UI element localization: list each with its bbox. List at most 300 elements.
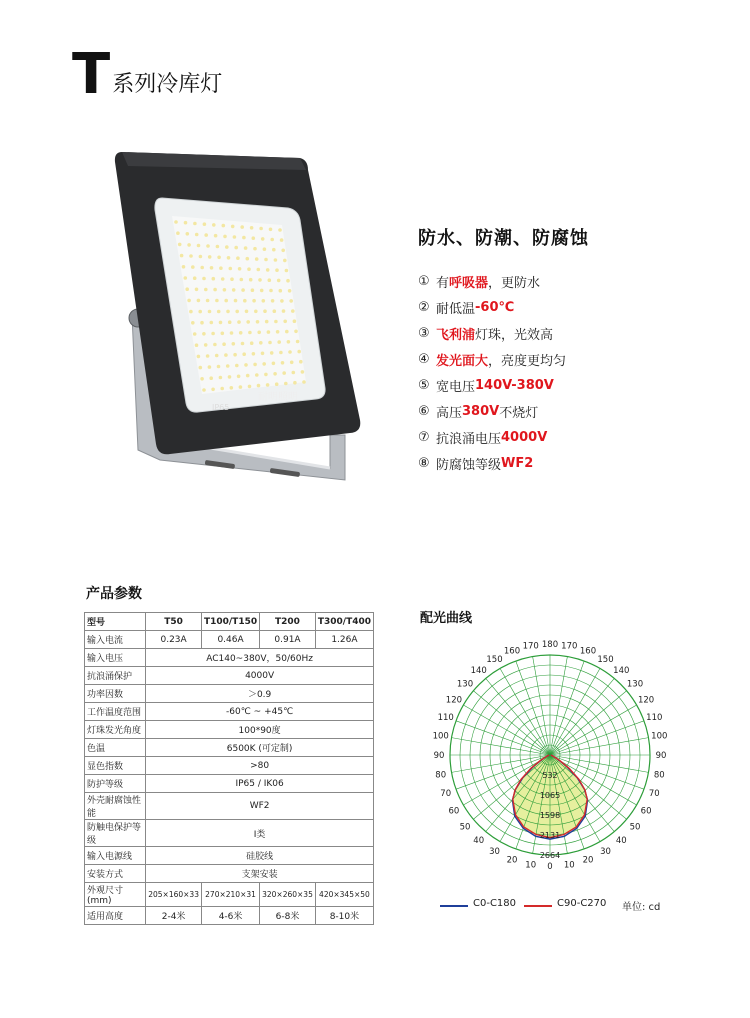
spec-label: 输入电源线 — [85, 847, 146, 865]
feature-post: ，更防水 — [488, 275, 541, 291]
spec-value: 0.23A — [146, 631, 202, 649]
led-dot — [252, 236, 256, 240]
led-dot — [280, 238, 284, 242]
spec-label: 显色指数 — [85, 757, 146, 775]
led-dot — [195, 343, 199, 347]
led-dot — [255, 257, 259, 261]
led-dot — [237, 375, 241, 379]
spec-heading: 产品参数 — [86, 586, 142, 602]
led-dot — [261, 352, 265, 356]
led-dot — [240, 225, 244, 229]
spec-header-cell: T200 — [260, 613, 316, 631]
led-dot — [263, 309, 267, 313]
led-dot — [200, 321, 204, 325]
spec-value: >80 — [146, 757, 374, 775]
spec-value: ＞0.9 — [146, 685, 374, 703]
spec-value: 100*90度 — [146, 721, 374, 739]
spec-value: 1.26A — [315, 631, 373, 649]
led-dot — [282, 371, 286, 375]
spec-label: 防触电保护等级 — [85, 820, 146, 847]
angle-label: 0 — [547, 862, 553, 872]
led-dot — [213, 288, 217, 292]
led-dot — [276, 330, 280, 334]
title-series-letter: T — [72, 42, 111, 107]
led-dot — [258, 278, 262, 282]
led-dot — [233, 353, 237, 357]
feature-pre: 防腐蚀等级 — [436, 457, 502, 473]
led-dot — [220, 387, 224, 391]
led-dot — [250, 341, 254, 345]
spec-label: 灯珠发光角度 — [85, 721, 146, 739]
led-dot — [267, 330, 271, 334]
spec-label: 外壳耐腐蚀性能 — [85, 793, 146, 820]
radial-tick-label: 532 — [542, 771, 558, 780]
led-dot — [264, 258, 268, 262]
spec-label: 安装方式 — [85, 865, 146, 883]
feature-item — [418, 372, 738, 398]
led-dot — [191, 265, 195, 269]
page-title — [72, 40, 223, 107]
led-dot — [193, 276, 197, 280]
led-dot — [189, 310, 193, 314]
spec-row — [85, 685, 374, 703]
led-dot — [184, 276, 188, 280]
led-dot — [237, 320, 241, 324]
led-dot — [234, 246, 238, 250]
led-dot — [212, 277, 216, 281]
spec-value: 6500K (可定制) — [146, 739, 374, 757]
spec-value: WF2 — [146, 793, 374, 820]
led-dot — [283, 320, 287, 324]
feature-item — [418, 268, 738, 294]
led-dot — [288, 289, 292, 293]
legend-c0-line — [440, 905, 468, 907]
led-dot — [231, 225, 235, 229]
angle-label: 80 — [435, 770, 447, 781]
led-dot — [246, 374, 250, 378]
led-dot — [270, 351, 274, 355]
led-dot — [186, 232, 190, 236]
angle-label: 180 — [541, 640, 559, 650]
angle-label: 40 — [473, 836, 485, 846]
led-dot — [204, 343, 208, 347]
spec-label: 功率因数 — [85, 685, 146, 703]
led-dot — [193, 222, 197, 226]
angle-label: 10 — [525, 860, 537, 871]
spec-row — [85, 667, 374, 685]
led-dot — [294, 330, 298, 334]
led-dot — [252, 299, 256, 303]
led-dot — [187, 243, 191, 247]
led-dot — [261, 237, 265, 241]
spec-value: 2-4米 — [146, 907, 202, 925]
led-dot — [213, 343, 217, 347]
led-dot — [278, 228, 282, 232]
led-dot — [296, 340, 300, 344]
led-dot — [255, 373, 259, 377]
led-dot — [282, 309, 286, 313]
led-dot — [195, 288, 199, 292]
led-dot — [198, 310, 202, 314]
led-dot — [251, 288, 255, 292]
spec-header-cell: T50 — [146, 613, 202, 631]
ip-mark: IP65 — [212, 403, 230, 412]
led-dot — [262, 299, 266, 303]
led-dot — [219, 376, 223, 380]
angle-label: 20 — [506, 855, 518, 866]
feature-red: 呼吸器 — [449, 275, 489, 291]
spec-label: 输入电压 — [85, 649, 146, 667]
led-dot — [264, 373, 268, 377]
spec-row — [85, 703, 374, 721]
led-dot — [256, 320, 260, 324]
feature-red: 飞利浦 — [436, 327, 476, 343]
spec-value: 320×260×35 — [260, 883, 316, 907]
brand-mark: 耐明照明 — [258, 392, 298, 403]
spec-row-current — [85, 631, 374, 649]
spec-value: I类 — [146, 820, 374, 847]
spec-row — [85, 865, 374, 883]
angle-label: 40 — [615, 836, 627, 846]
angle-label: 50 — [459, 822, 471, 833]
led-dot — [280, 299, 284, 303]
feature-red: 4000V — [501, 429, 548, 445]
curve-legend — [440, 897, 710, 913]
spec-value: 420×345×50 — [315, 883, 373, 907]
led-dot — [233, 235, 237, 239]
led-dot — [242, 352, 246, 356]
led-dot — [216, 245, 220, 249]
led-dot — [302, 380, 306, 384]
spec-header-cell: T300/T400 — [315, 613, 373, 631]
led-dot — [222, 224, 226, 228]
led-dot — [197, 355, 201, 359]
angle-label: 140 — [470, 666, 487, 676]
legend-c90-label: C90-C270 — [557, 898, 607, 909]
angle-label: 130 — [626, 679, 644, 690]
led-dot — [202, 388, 206, 392]
led-dot — [274, 320, 278, 324]
feature-item — [418, 424, 738, 450]
radial-tick-label: 2664 — [539, 851, 561, 860]
led-dot — [215, 354, 219, 358]
led-dot — [235, 364, 239, 368]
led-dot — [275, 382, 279, 386]
feature-heading: 防水、防潮、防腐蚀 — [418, 228, 589, 249]
feature-post: 灯珠，光效高 — [475, 327, 554, 343]
led-dot — [297, 350, 301, 354]
led-dot — [202, 332, 206, 336]
spec-row — [85, 721, 374, 739]
angle-label: 90 — [433, 751, 445, 761]
led-dot — [178, 243, 182, 247]
legend-c90-line — [524, 905, 552, 907]
led-dot — [224, 353, 228, 357]
led-dot — [289, 299, 293, 303]
spec-header-model: 型号 — [85, 613, 146, 631]
feature-red: 发光面大 — [436, 353, 489, 369]
led-dot — [275, 268, 279, 272]
led-dot — [266, 383, 270, 387]
led-dot — [277, 279, 281, 283]
led-dot — [257, 268, 261, 272]
spec-header-row — [85, 613, 374, 631]
angle-label: 80 — [653, 770, 665, 781]
led-dot — [281, 249, 285, 253]
feature-pre: 宽电压 — [436, 379, 476, 395]
angle-label: 30 — [489, 847, 500, 858]
led-dot — [243, 299, 247, 303]
led-dot — [217, 256, 221, 260]
angle-label: 120 — [637, 695, 655, 706]
led-dot — [239, 331, 243, 335]
led-dot — [242, 236, 246, 240]
spec-value: 4000V — [146, 667, 374, 685]
led-dot — [208, 310, 212, 314]
led-dot — [269, 289, 273, 293]
led-dot — [204, 233, 208, 237]
led-dot — [222, 342, 226, 346]
spec-label: 防护等级 — [85, 775, 146, 793]
spec-value: 8-10米 — [315, 907, 373, 925]
led-dot — [268, 278, 272, 282]
led-dot — [277, 340, 281, 344]
led-dot — [273, 372, 277, 376]
led-dot — [284, 382, 288, 386]
spec-value: 4-6米 — [201, 907, 259, 925]
spec-value: 0.46A — [201, 631, 259, 649]
led-dot — [223, 288, 227, 292]
angle-label: 150 — [597, 654, 614, 665]
feature-pre: 高压 — [436, 405, 463, 421]
feature-item — [418, 450, 738, 476]
led-dot — [227, 256, 231, 260]
led-dot — [221, 332, 225, 336]
led-dot — [212, 223, 216, 227]
led-dot — [208, 255, 212, 259]
spec-value: 205×160×33 — [146, 883, 202, 907]
spec-label: 色温 — [85, 739, 146, 757]
spec-value: 6-8米 — [260, 907, 316, 925]
led-dot — [211, 388, 215, 392]
led-dot — [286, 279, 290, 283]
led-dot — [193, 332, 197, 336]
led-dot — [292, 371, 296, 375]
spec-value: AC140~380V，50/60Hz — [146, 649, 374, 667]
angle-label: 20 — [582, 855, 594, 866]
feature-list — [418, 224, 738, 476]
polar-chart — [420, 630, 680, 890]
led-dot — [253, 363, 257, 367]
feature-item — [418, 346, 738, 372]
feature-num: ⑤ — [418, 377, 430, 393]
led-dot — [200, 266, 204, 270]
spec-row — [85, 847, 374, 865]
angle-label: 70 — [440, 789, 452, 799]
led-dot — [244, 246, 248, 250]
angle-label: 120 — [445, 695, 463, 706]
led-dot — [203, 222, 207, 226]
spec-label: 外观尺寸(mm) — [85, 883, 146, 907]
led-dot — [291, 309, 295, 313]
led-dot — [214, 234, 218, 238]
led-dot — [246, 320, 250, 324]
led-dot — [248, 331, 252, 335]
led-dot — [204, 288, 208, 292]
led-dot — [236, 256, 240, 260]
angle-label: 60 — [640, 806, 652, 817]
led-dot — [299, 360, 303, 364]
spec-value: -60℃ ~ +45℃ — [146, 703, 374, 721]
led-dot — [270, 238, 274, 242]
led-dot — [230, 277, 234, 281]
led-dot — [185, 287, 189, 291]
feature-pre: 耐低温 — [436, 301, 476, 317]
spec-row — [85, 757, 374, 775]
led-dot — [211, 332, 215, 336]
spec-header-cell: T100/T150 — [201, 613, 259, 631]
led-dot — [191, 321, 195, 325]
led-dot — [219, 321, 223, 325]
led-dot — [285, 330, 289, 334]
feature-num: ③ — [418, 325, 430, 341]
led-dot — [279, 351, 283, 355]
led-dot — [268, 341, 272, 345]
spec-value: 0.91A — [260, 631, 316, 649]
led-dot — [176, 231, 180, 235]
led-dot — [232, 342, 236, 346]
led-dot — [262, 362, 266, 366]
led-dot — [285, 269, 289, 273]
led-dot — [219, 266, 223, 270]
led-dot — [209, 376, 213, 380]
feature-num: ② — [418, 299, 430, 315]
led-dot — [217, 365, 221, 369]
led-dot — [283, 259, 287, 263]
led-dot — [217, 310, 221, 314]
angle-label: 170 — [561, 641, 578, 652]
led-dot — [238, 267, 242, 271]
feature-red: -60℃ — [475, 299, 515, 315]
led-dot — [257, 331, 261, 335]
feature-num: ① — [418, 273, 430, 289]
led-dot — [269, 228, 273, 232]
led-dot — [206, 354, 210, 358]
spec-value: IP65 / IK06 — [146, 775, 374, 793]
feature-pre: 抗浪涌电压 — [436, 431, 502, 447]
feature-red: WF2 — [501, 455, 534, 471]
led-dot — [257, 384, 261, 388]
led-dot — [197, 244, 201, 248]
feature-item — [418, 398, 738, 424]
led-dot — [293, 381, 297, 385]
angle-label: 130 — [456, 679, 474, 690]
led-dot — [230, 386, 234, 390]
title-text: 系列冷库灯 — [112, 72, 223, 97]
spec-row-size — [85, 883, 374, 907]
angle-label: 60 — [448, 806, 460, 817]
led-dot — [259, 227, 263, 231]
feature-post: 不烧灯 — [499, 405, 539, 421]
legend-c0-label: C0-C180 — [473, 898, 517, 909]
angle-label: 10 — [563, 860, 575, 871]
led-dot — [199, 255, 203, 259]
floodlight-image — [110, 150, 380, 495]
spec-label: 抗浪涌保护 — [85, 667, 146, 685]
spec-row — [85, 649, 374, 667]
led-dot — [272, 362, 276, 366]
angle-label: 100 — [651, 731, 668, 742]
led-dot — [230, 331, 234, 335]
led-dot — [225, 245, 229, 249]
led-dot — [199, 366, 203, 370]
spec-row — [85, 820, 374, 847]
led-dot — [226, 364, 230, 368]
radial-tick-label: 1598 — [539, 811, 561, 820]
led-dot — [274, 258, 278, 262]
led-dot — [187, 299, 191, 303]
led-dot — [265, 320, 269, 324]
curve-heading: 配光曲线 — [420, 611, 473, 626]
legend-unit: 单位: cd — [622, 902, 661, 913]
led-dot — [253, 247, 257, 251]
angle-label: 160 — [503, 646, 521, 657]
spec-value: 硅胶线 — [146, 847, 374, 865]
led-dot — [202, 277, 206, 281]
led-dot — [229, 267, 233, 271]
feature-num: ④ — [418, 351, 430, 367]
feature-item — [418, 320, 738, 346]
led-dot — [249, 278, 253, 282]
led-dot — [235, 310, 239, 314]
led-dot — [234, 299, 238, 303]
led-dot — [250, 226, 254, 230]
angle-label: 30 — [600, 847, 611, 858]
led-dot — [259, 341, 263, 345]
feature-num: ⑧ — [418, 455, 430, 471]
spec-value: 支架安装 — [146, 865, 374, 883]
spec-row — [85, 793, 374, 820]
spec-row — [85, 775, 374, 793]
angle-label: 90 — [655, 751, 667, 761]
led-dot — [272, 248, 276, 252]
led-dot — [239, 385, 243, 389]
angle-label: 110 — [437, 713, 454, 723]
led-dot — [246, 257, 250, 261]
led-dot — [223, 235, 227, 239]
spec-label: 工作温度范围 — [85, 703, 146, 721]
feature-item — [418, 294, 738, 320]
led-dot — [290, 361, 294, 365]
led-dot — [224, 299, 228, 303]
led-dot — [210, 266, 214, 270]
led-dot — [301, 370, 305, 374]
led-dot — [206, 299, 210, 303]
angle-label: 170 — [522, 641, 539, 652]
led-dot — [245, 310, 249, 314]
led-dot — [182, 265, 186, 269]
led-dot — [281, 361, 285, 365]
feature-red: 140V-380V — [475, 377, 554, 393]
feature-num: ⑦ — [418, 429, 430, 445]
angle-label: 100 — [432, 731, 449, 742]
angle-label: 160 — [579, 646, 597, 657]
led-dot — [184, 221, 188, 225]
led-dot — [208, 365, 212, 369]
spec-table — [84, 612, 374, 925]
led-dot — [240, 278, 244, 282]
led-dot — [241, 342, 245, 346]
